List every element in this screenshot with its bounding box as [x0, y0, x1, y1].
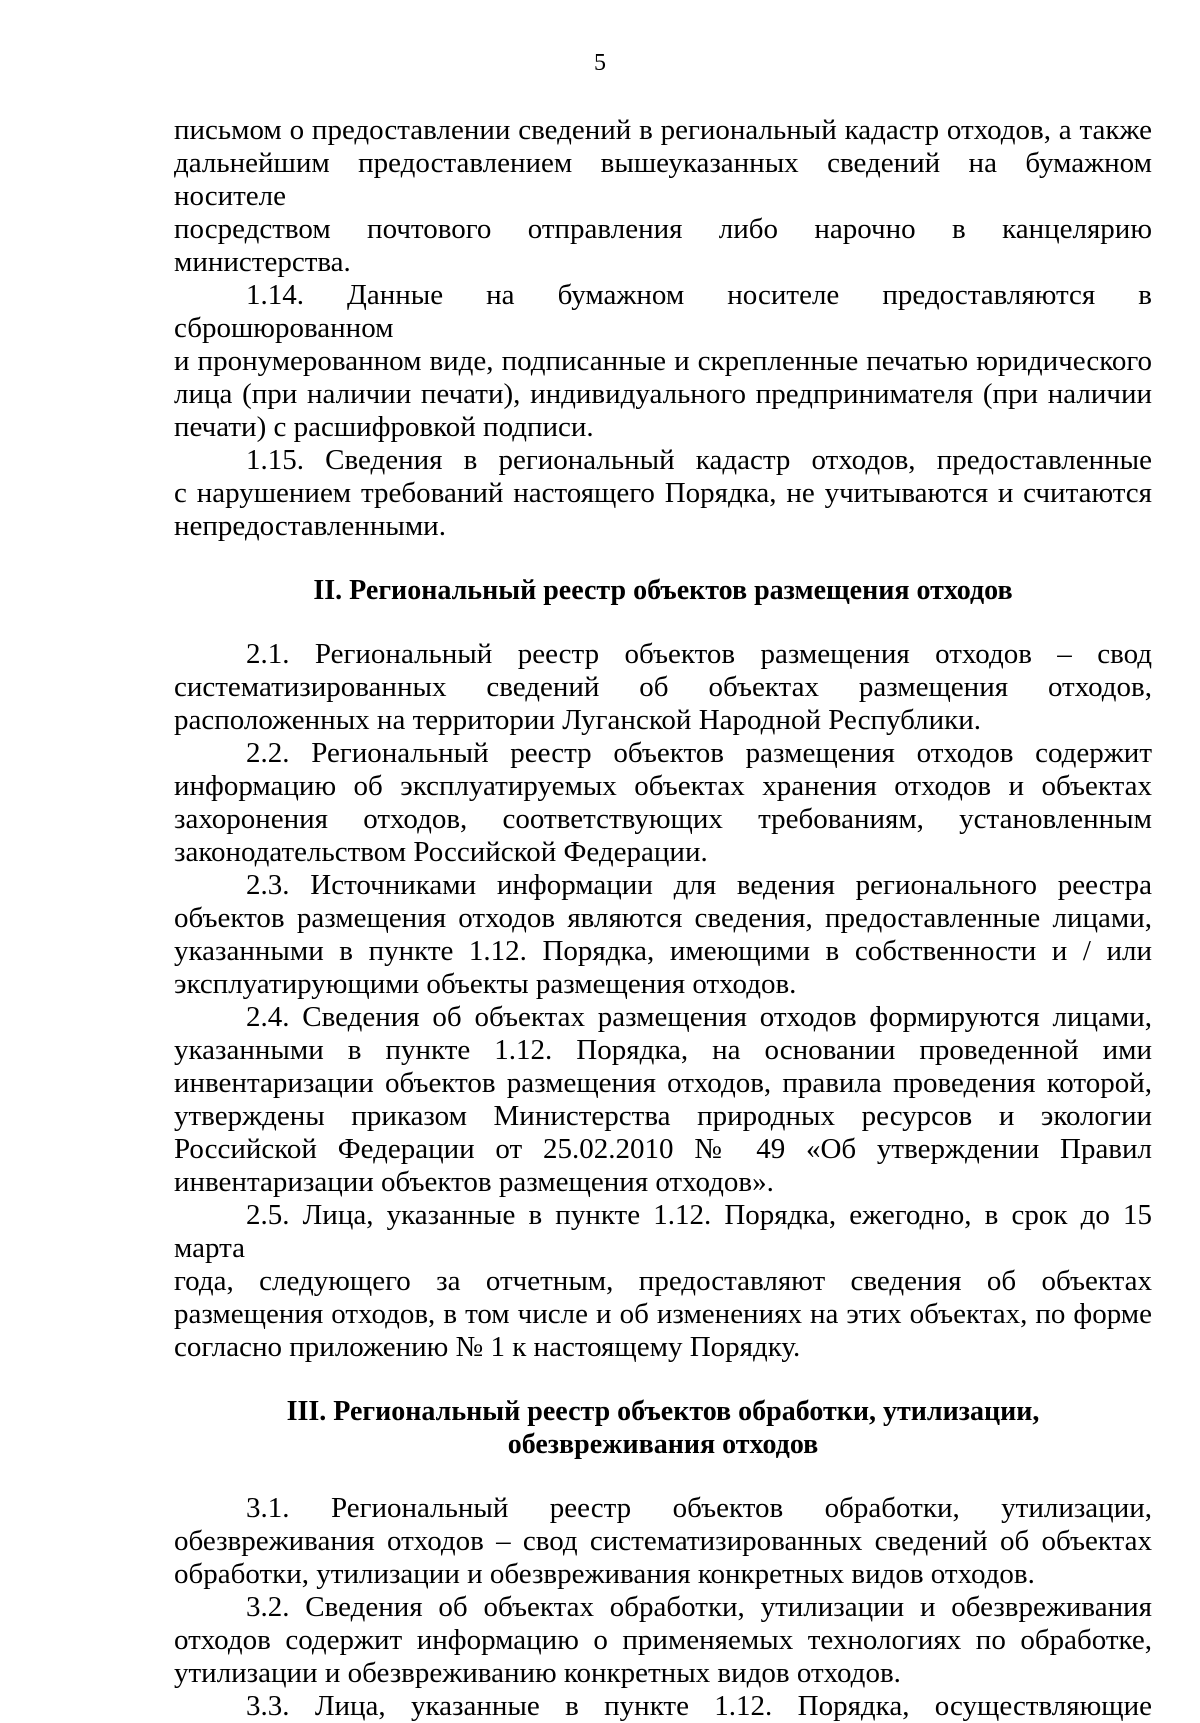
paragraph-line: расположенных на территории Луганской Народной Республики.	[174, 704, 981, 736]
paragraph-line: Российской Федерации от 25.02.2010 № 49 «Об утверждении Правил	[174, 1133, 1152, 1165]
paragraph-line: отходов содержит информацию о применяемых технологиях по обработке,	[174, 1624, 1152, 1656]
paragraph-line: 2.2. Региональный реестр объектов размещения отходов содержит	[246, 737, 1152, 769]
paragraph	[174, 1001, 1152, 1199]
paragraph-line: систематизированных сведений об объектах размещения отходов,	[174, 671, 1152, 703]
paragraph-line: указанными в пункте 1.12. Порядка, имеющими в собственности и / или	[174, 935, 1152, 967]
paragraph-line: 3.1. Региональный реестр объектов обработки, утилизации,	[246, 1492, 1152, 1524]
paragraph-line: утверждены приказом Министерства природных ресурсов и экологии	[174, 1100, 1152, 1132]
section-heading-line: обезвреживания отходов	[507, 1429, 819, 1460]
paragraph-line: 3.3. Лица, указанные в пункте 1.12. Порядка, осуществляющие	[246, 1690, 1152, 1722]
paragraph-line: 1.14. Данные на бумажном носителе предоставляются в сброшюрованном	[174, 279, 1152, 344]
paragraph-line: указанными в пункте 1.12. Порядка, на основании проведенной ими	[174, 1034, 1152, 1066]
paragraph-line: информацию об эксплуатируемых объектах хранения отходов и объектах	[174, 770, 1152, 802]
section-heading	[174, 1395, 1152, 1461]
section-heading-line: III. Региональный реестр объектов обработки, утилизации,	[286, 1396, 1040, 1427]
paragraph	[174, 1492, 1152, 1591]
paragraph-line: инвентаризации объектов размещения отходов, правила проведения которой,	[174, 1067, 1152, 1099]
paragraph-line: 2.4. Сведения об объектах размещения отходов формируются лицами,	[246, 1001, 1152, 1033]
paragraph-line: и пронумерованном виде, подписанные и скрепленные печатью юридического	[174, 345, 1152, 377]
paragraph-line: с нарушением требований настоящего Порядка, не учитываются и считаются	[174, 477, 1152, 509]
paragraph-line: размещения отходов, в том числе и об изменениях на этих объектах, по форме	[174, 1298, 1152, 1330]
paragraph-line: письмом о предоставлении сведений в региональный кадастр отходов, а также	[174, 114, 1152, 146]
paragraph-line: согласно приложению № 1 к настоящему Порядку.	[174, 1331, 801, 1363]
paragraph	[174, 1199, 1152, 1364]
section-heading	[174, 574, 1152, 607]
paragraph-line: печати) с расшифровкой подписи.	[174, 411, 594, 443]
document-body	[174, 114, 1152, 1723]
paragraph-line: 2.3. Источниками информации для ведения регионального реестра	[246, 869, 1152, 901]
paragraph-line: объектов размещения отходов являются сведения, предоставленные лицами,	[174, 902, 1152, 934]
paragraph	[174, 737, 1152, 869]
paragraph-line: лица (при наличии печати), индивидуального предпринимателя (при наличии	[174, 378, 1152, 410]
paragraph	[174, 114, 1152, 279]
paragraph-line: посредством почтового отправления либо нарочно в канцелярию министерства.	[174, 213, 1152, 278]
paragraph-line: 2.1. Региональный реестр объектов размещения отходов – свод	[246, 638, 1152, 670]
paragraph-line: года, следующего за отчетным, предоставляют сведения об объектах	[174, 1265, 1152, 1297]
paragraph-line: дальнейшим предоставлением вышеуказанных сведений на бумажном носителе	[174, 147, 1152, 212]
paragraph-line: 1.15. Сведения в региональный кадастр отходов, предоставленные	[246, 444, 1152, 476]
paragraph-line: обработки, утилизации и обезвреживания конкретных видов отходов.	[174, 1558, 1035, 1590]
paragraph-line: законодательством Российской Федерации.	[174, 836, 708, 868]
paragraph	[174, 279, 1152, 444]
paragraph-line: утилизации и обезвреживанию конкретных видов отходов.	[174, 1657, 901, 1689]
paragraph	[174, 638, 1152, 737]
paragraph-line: 2.5. Лица, указанные в пункте 1.12. Порядка, ежегодно, в срок до 15 марта	[174, 1199, 1152, 1264]
paragraph-line: инвентаризации объектов размещения отходов».	[174, 1166, 774, 1198]
paragraph-line: обезвреживания отходов – свод систематизированных сведений об объектах	[174, 1525, 1152, 1557]
paragraph	[174, 1591, 1152, 1690]
paragraph-line: эксплуатирующими объекты размещения отходов.	[174, 968, 797, 1000]
page-number: 5	[594, 50, 606, 76]
paragraph-line: захоронения отходов, соответствующих требованиям, установленным	[174, 803, 1152, 835]
paragraph-line: непредоставленными.	[174, 510, 446, 542]
paragraph-line: 3.2. Сведения об объектах обработки, утилизации и обезвреживания	[246, 1591, 1152, 1623]
paragraph	[174, 1690, 1152, 1723]
section-heading-line: II. Региональный реестр объектов размещения отходов	[313, 575, 1013, 606]
paragraph	[174, 444, 1152, 543]
paragraph	[174, 869, 1152, 1001]
